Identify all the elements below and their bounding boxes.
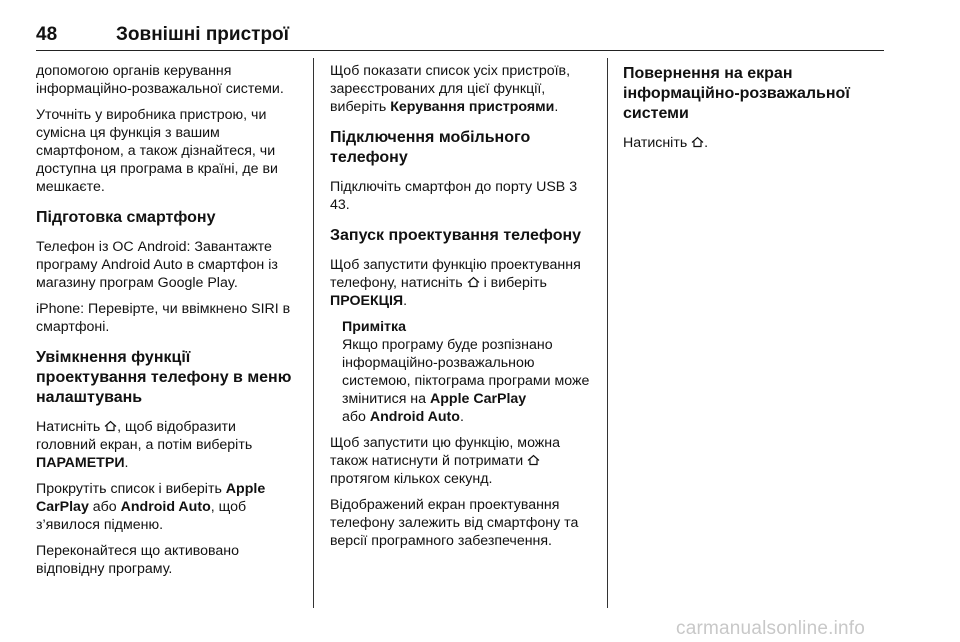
note-title: Примітка (342, 319, 406, 335)
section-heading: Підготовка смартфону (36, 209, 216, 226)
column-left (36, 62, 298, 586)
paragraph: Щоб запустити функцію проектування телефону, натисніть і виберіть ПРОЕКЦІЯ. (330, 257, 581, 309)
paragraph: Прокрутіть список і виберіть Apple CarPlay або Android Auto, щоб з’явилося підменю. (36, 481, 266, 533)
paragraph: Щоб запустити цю функцію, можна також натиснути й потримати протягом кількох секунд. (330, 435, 561, 487)
section-heading: Підключення мобільного телефону (330, 129, 531, 166)
paragraph: допомогою органів керування інформаційно-розважальної системи. (36, 63, 284, 97)
page-reference: 3 43. (330, 179, 578, 213)
home-icon (104, 420, 117, 432)
paragraph: Переконайтеся що активовано відповідну програму. (36, 543, 240, 577)
paragraph: Телефон із ОС Android: Завантажте програму Android Auto в смартфон із магазину програм Google Play. (36, 239, 278, 291)
note-text: Якщо програму буде розпізнано інформаційно-розважальною системою, піктограма програми може змінитися на Apple CarPlay або Android Auto. (342, 337, 590, 425)
paragraph: Щоб показати список усіх пристроїв, зареєстрованих для цієї функції, виберіть Керування пристроями. (330, 63, 571, 115)
note-box (342, 318, 598, 426)
section-heading: Повернення на екран інформаційно-розважальної системи (623, 65, 850, 122)
paragraph: Підключіть смартфон до порту USB 3 43. (330, 179, 578, 213)
column-right (623, 62, 885, 160)
home-icon (467, 276, 480, 288)
watermark: carmanualsonline.info (676, 618, 866, 639)
column-middle (330, 62, 598, 558)
chapter-title: Зовнішні пристрої (116, 24, 290, 45)
section-heading: Увімкнення функції проектування телефону в меню налаштувань (36, 349, 292, 406)
page-header (36, 22, 884, 51)
page-number: 48 (36, 24, 58, 45)
paragraph: Уточніть у виробника пристрою, чи сумісна ця функція з вашим смартфоном, а також дізнайтеся, чи доступна ця програма в країні, де ви мешкаєте. (36, 107, 278, 195)
paragraph: Відображений екран проектування телефону залежить від смартфону та версії програмного забезпечення. (330, 497, 579, 549)
home-icon (691, 136, 704, 148)
paragraph: iPhone: Перевірте, чи ввімкнено SIRI в смартфоні. (36, 301, 291, 335)
paragraph: Натисніть , щоб відобразити головний екран, а потім виберіть ПАРАМЕТРИ. (36, 419, 253, 471)
column-divider (313, 58, 314, 608)
column-divider (607, 58, 608, 608)
section-heading: Запуск проектування телефону (330, 227, 582, 244)
paragraph: Натисніть . (623, 135, 709, 151)
home-icon (527, 454, 540, 466)
